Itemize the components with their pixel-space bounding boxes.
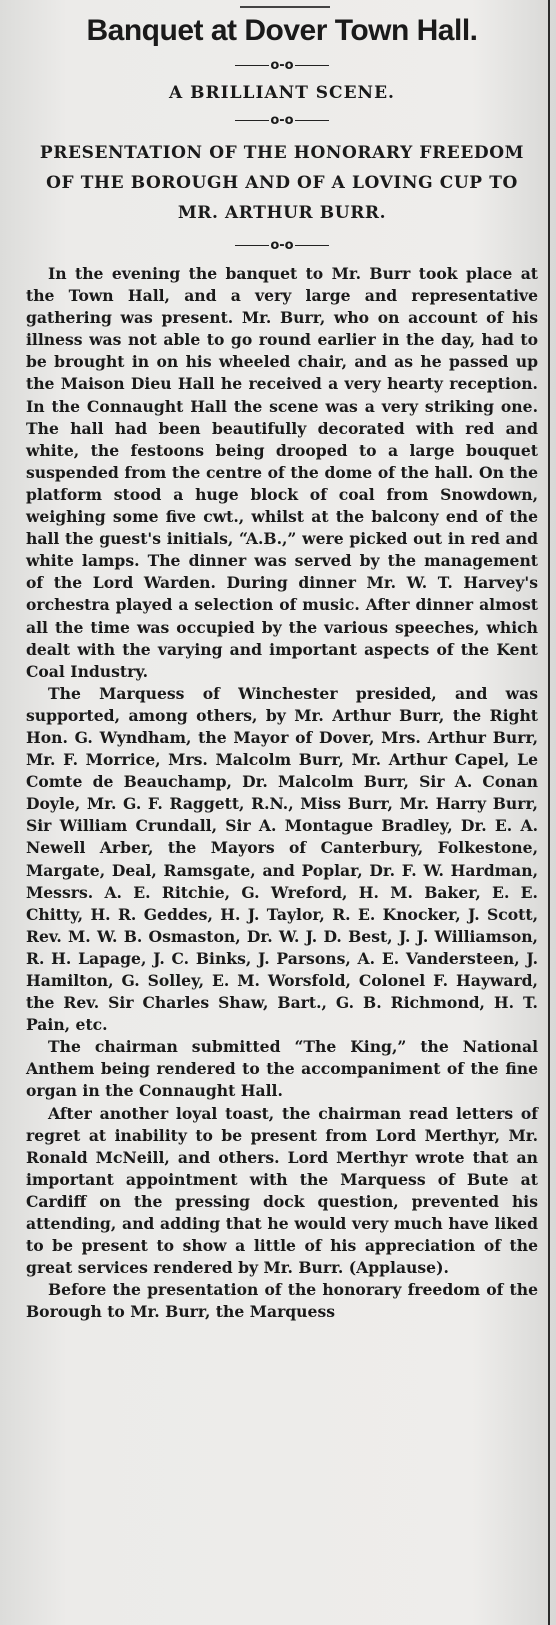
article-body xyxy=(26,263,538,1324)
paragraph: After another loyal toast, the chairman read letters of regret at inability to be present from Lord Merthyr, Mr. Ronald McNeill, and others. Lord Merthyr wrote that an important appointment with the Marquess of Bute at Cardiff on the pressing dock question, prevented his attending, and adding that he would very much have liked to be present to show a little of his appreciation of the great services rendered by Mr. Burr. (Applause). xyxy=(26,1103,538,1278)
subheading: A BRILLIANT SCENE. xyxy=(169,83,395,103)
article-column xyxy=(26,14,538,1324)
paragraph: In the evening the banquet to Mr. Burr took place at the Town Hall, and a very large and representative gathering was present. Mr. Burr, who on account of his illness was not able to go round earlier in the day, had to be brought in on his wheeled chair, and as he passed up the Maison Dieu Hall he received a very hearty reception. In the Connaught Hall the scene was a very striking one. The hall had been beautifully decorated with red and white, the festoons being drooped to a large bouquet suspended from the centre of the dome of the hall. On the platform stood a huge block of coal from Snowdown, weighing some five cwt., whilst at the balcony end of the hall the guest's initials, “A.B.,” were picked out in red and white lamps. The dinner was served by the management of the Lord Warden. During dinner Mr. W. T. Harvey's orchestra played a selection of music. After dinner almost all the time was occupied by the various speeches, which dealt with the varying and important aspects of the Kent Coal Industry. xyxy=(26,264,538,681)
headline: Banquet at Dover Town Hall. xyxy=(86,14,478,47)
paragraph: The chairman submitted “The King,” the National Anthem being rendered to the accompaniment of the fine organ in the Connaught Hall. xyxy=(26,1037,538,1101)
separator: o-o xyxy=(26,238,538,253)
paragraph: Before the presentation of the honorary freedom of the Borough to Mr. Burr, the Marquess xyxy=(26,1280,538,1322)
deck: PRESENTATION OF THE HONORARY FREEDOM OF THE BOROUGH AND OF A LOVING CUP TO MR. ARTHUR BURR. xyxy=(39,143,525,223)
separator: o-o xyxy=(26,113,538,128)
separator: o-o xyxy=(26,58,538,73)
paragraph: The Marquess of Winchester presided, and was supported, among others, by Mr. Arthur Burr, the Right Hon. G. Wyndham, the Mayor of Dover, Mrs. Arthur Burr, Mr. F. Morrice, Mrs. Malcolm Burr, Mr. Arthur Capel, Le Comte de Beauchamp, Dr. Malcolm Burr, Sir A. Conan Doyle, Mr. G. F. Raggett, R.N., Miss Burr, Mr. Harry Burr, Sir William Crundall, Sir A. Montague Bradley, Dr. E. A. Newell Arber, the Mayors of Canterbury, Folkestone, Margate, Deal, Ramsgate, and Poplar, Dr. F. W. Hardman, Messrs. A. E. Ritchie, G. Wreford, H. M. Baker, E. E. Chitty, H. R. Geddes, H. J. Taylor, R. E. Knocker, J. Scott, Rev. M. W. B. Osmaston, Dr. W. J. D. Best, J. J. Williamson, R. H. Lapage, J. C. Binks, J. Parsons, A. E. Vandersteen, J. Hamilton, G. Solley, E. M. Worsfold, Colonel F. Hayward, the Rev. Sir Charles Shaw, Bart., G. B. Richmond, H. T. Pain, etc. xyxy=(26,683,538,1035)
top-rule xyxy=(240,6,330,8)
column-rule xyxy=(548,0,550,1625)
